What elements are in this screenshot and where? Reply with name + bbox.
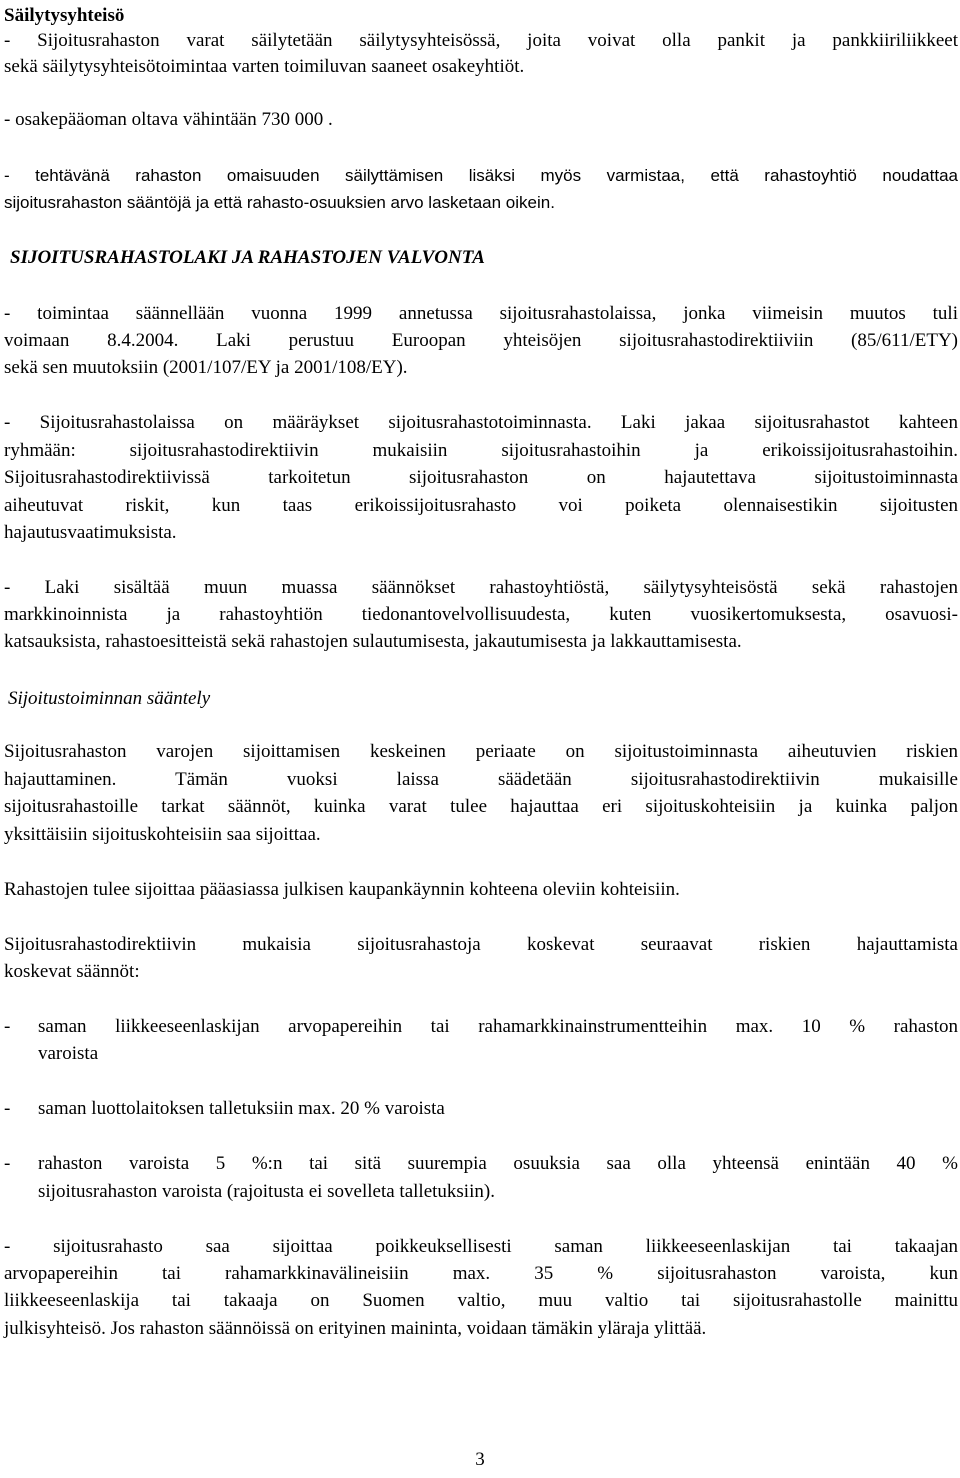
text-line: - Laki sisältää muun muassa säännökset rahastoyhtiöstä, säilytysyhteisöstä sekä rahastojen	[4, 577, 958, 598]
text-line: Rahastojen tulee sijoittaa pääasiassa julkisen kaupankäynnin kohteena oleviin kohteisiin.	[4, 879, 680, 900]
text-line: markkinoinnista ja rahastoyhtiön tiedonantovelvollisuudesta, kuten vuosikertomuksesta, osavuosi-	[4, 604, 958, 625]
text-line: - Sijoitusrahaston varat säilytetään säilytysyhteisössä, joita voivat olla pankit ja pankkiiriliikkeet	[4, 30, 958, 51]
text-line: hajautusvaatimuksista.	[4, 522, 177, 543]
text-line: sijoitusrahastoille tarkat säännöt, kuinka varat tulee hajauttaa eri sijoituskohteisiin ja kuinka paljon	[4, 796, 958, 817]
text-line: arvopapereihin tai rahamarkkinavälineisiin max. 35 % sijoitusrahaston varoista, kun	[4, 1263, 958, 1284]
section-title: Säilytysyhteisö	[4, 5, 125, 26]
list-item-line: saman liikkeeseenlaskijan arvopapereihin tai rahamarkkinainstrumentteihin max. 10 % rahaston	[38, 1016, 958, 1037]
text-line: - Sijoitusrahastolaissa on määräykset sijoitusrahastotoiminnasta. Laki jakaa sijoitusrahastot kahteen	[4, 412, 958, 433]
text-line: liikkeeseenlaskija tai takaaja on Suomen valtio, muu valtio tai sijoitusrahastolle mainittu	[4, 1290, 958, 1311]
list-item-line: saman luottolaitoksen talletuksiin max. 20 % varoista	[38, 1098, 445, 1119]
text-line: katsauksista, rahastoesitteistä sekä rahastojen sulautumisesta, jakautumisesta ja lakkauttamisesta.	[4, 631, 742, 652]
list-item-line: sijoitusrahaston varoista (rajoitusta ei sovelleta talletuksiin).	[38, 1181, 495, 1202]
text-line: Sijoitusrahastodirektiivissä tarkoitetun sijoitusrahaston on hajautettava sijoitustoiminnasta	[4, 467, 958, 488]
text-line: aiheutuvat riskit, kun taas erikoissijoitusrahasto voi poiketa olennaisestikin sijoitusten	[4, 495, 958, 516]
text-line: Sijoitusrahastodirektiivin mukaisia sijoitusrahastoja koskevat seuraavat riskien hajauttamista	[4, 934, 958, 955]
text-line: - osakepääoman oltava vähintään 730 000 .	[4, 109, 333, 130]
text-line: sekä säilytysyhteisötoimintaa varten toimiluvan saaneet osakeyhtiöt.	[4, 56, 525, 77]
text-line: sijoitusrahaston sääntöjä ja että rahasto-osuuksien arvo lasketaan oikein.	[4, 193, 555, 212]
text-line: yksittäisiin sijoituskohteisiin saa sijoittaa.	[4, 824, 321, 845]
text-line: Sijoitusrahaston varojen sijoittamisen keskeinen periaate on sijoitustoiminnasta aiheutuvien riskien	[4, 741, 958, 762]
list-bullet-dash: -	[4, 1016, 11, 1037]
text-line: - tehtävänä rahaston omaisuuden säilyttämisen lisäksi myös varmistaa, että rahastoyhtiö noudattaa	[4, 166, 958, 185]
list-item-line: varoista	[38, 1043, 99, 1064]
text-line: julkisyhteisö. Jos rahaston säännöissä on erityinen maininta, voidaan tämäkin yläraja ylittää.	[4, 1318, 707, 1339]
list-bullet-dash: -	[4, 1098, 11, 1119]
text-line: - sijoitusrahasto saa sijoittaa poikkeuksellisesti saman liikkeeseenlaskijan tai takaajan	[4, 1236, 958, 1257]
text-line: - toimintaa säännellään vuonna 1999 annetussa sijoitusrahastolaissa, jonka viimeisin muutos tuli	[4, 303, 958, 324]
subsection-heading: Sijoitustoiminnan sääntely	[8, 688, 211, 709]
list-item-line: rahaston varoista 5 %:n tai sitä suurempia osuuksia saa olla yhteensä enintään 40 %	[38, 1153, 958, 1174]
list-bullet-dash: -	[4, 1153, 11, 1174]
section-heading: SIJOITUSRAHASTOLAKI JA RAHASTOJEN VALVONTA	[10, 247, 485, 268]
text-line: sekä sen muutoksiin (2001/107/EY ja 2001/108/EY).	[4, 357, 408, 378]
text-line: koskevat säännöt:	[4, 961, 140, 982]
text-line: hajauttaminen. Tämän vuoksi laissa säädetään sijoitusrahastodirektiivin mukaisille	[4, 769, 958, 790]
text-line: voimaan 8.4.2004. Laki perustuu Euroopan yhteisöjen sijoitusrahastodirektiiviin (85/611/ETY)	[4, 330, 958, 351]
text-line: ryhmään: sijoitusrahastodirektiivin mukaisiin sijoitusrahastoihin ja erikoissijoitusrahastoihin.	[4, 440, 958, 461]
page-number: 3	[475, 1449, 485, 1470]
